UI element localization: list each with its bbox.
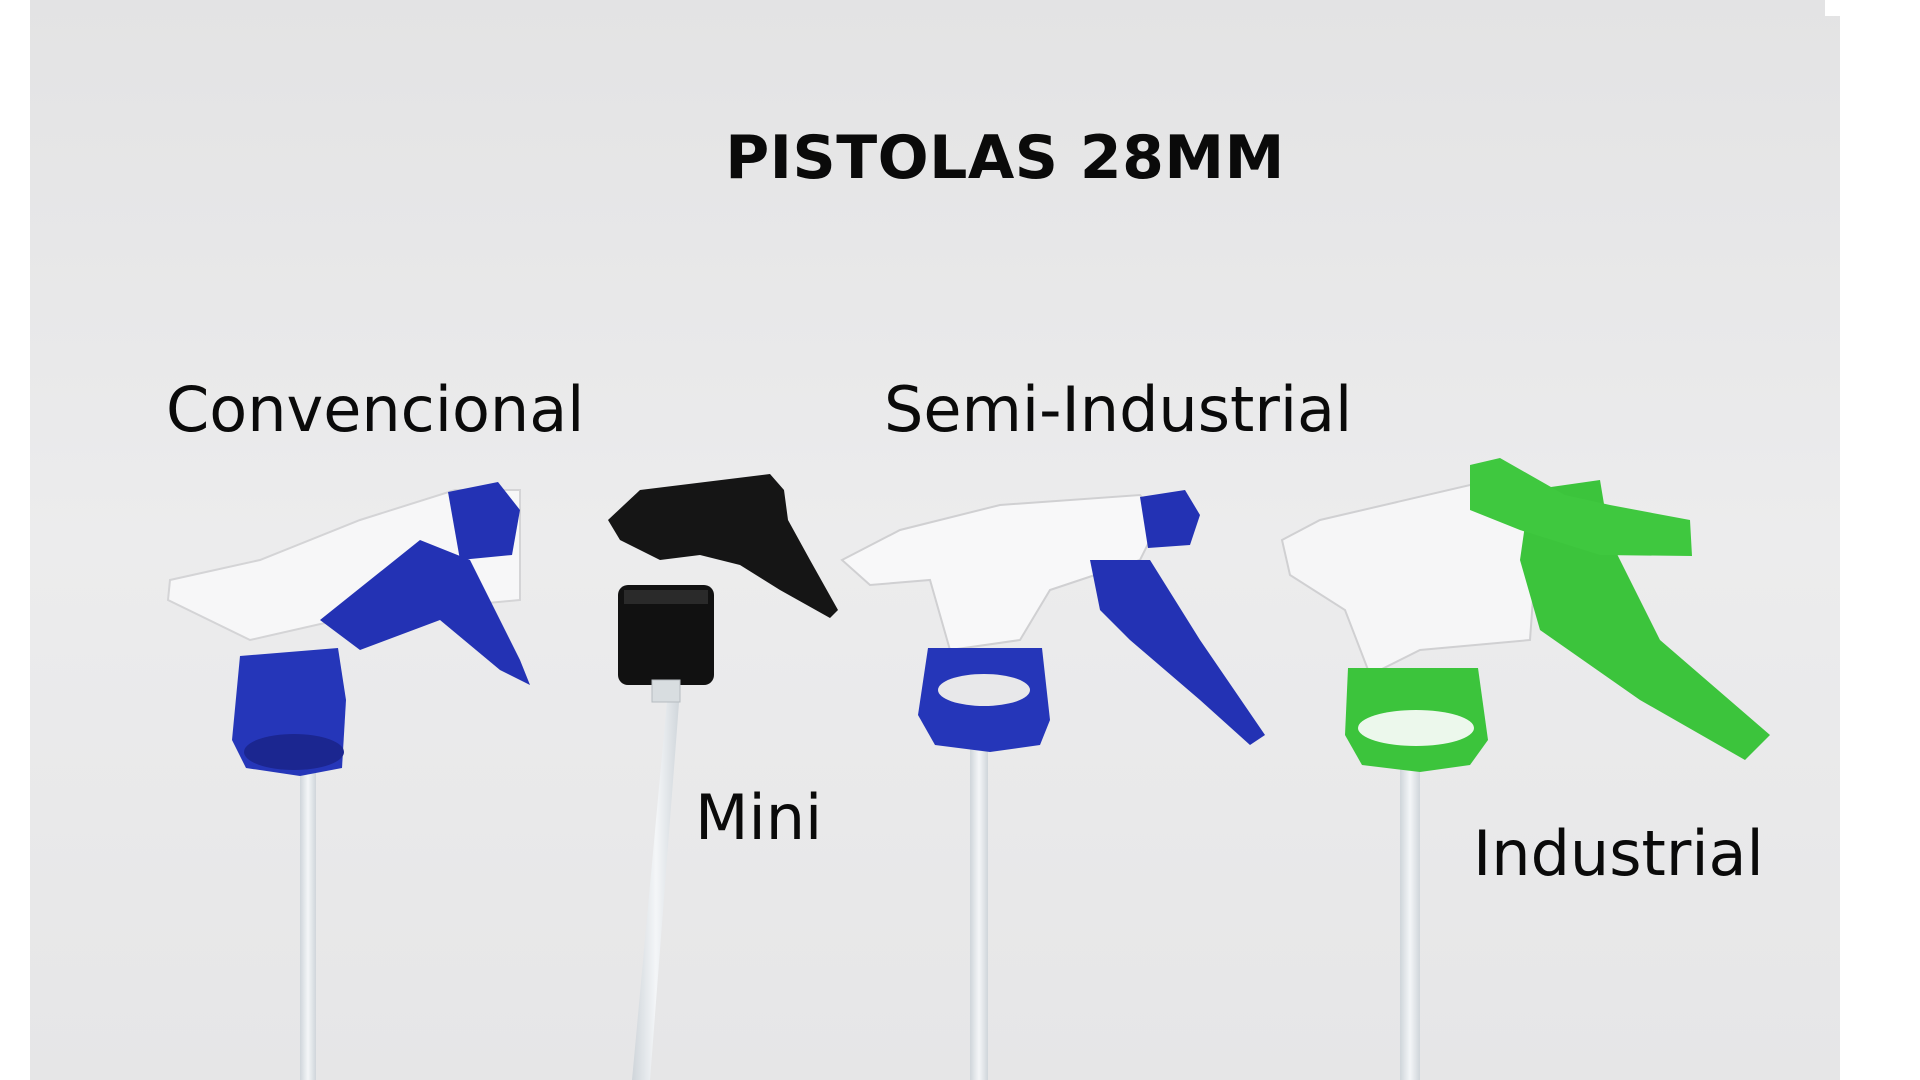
dip-tube bbox=[300, 745, 316, 1080]
label-industrial: Industrial bbox=[1473, 817, 1764, 890]
page-title: PISTOLAS 28MM bbox=[725, 123, 1285, 193]
label-mini: Mini bbox=[695, 781, 823, 854]
dip-tube bbox=[1400, 730, 1420, 1080]
label-convencional: Convencional bbox=[166, 373, 585, 446]
label-semi-industrial: Semi-Industrial bbox=[884, 373, 1353, 446]
